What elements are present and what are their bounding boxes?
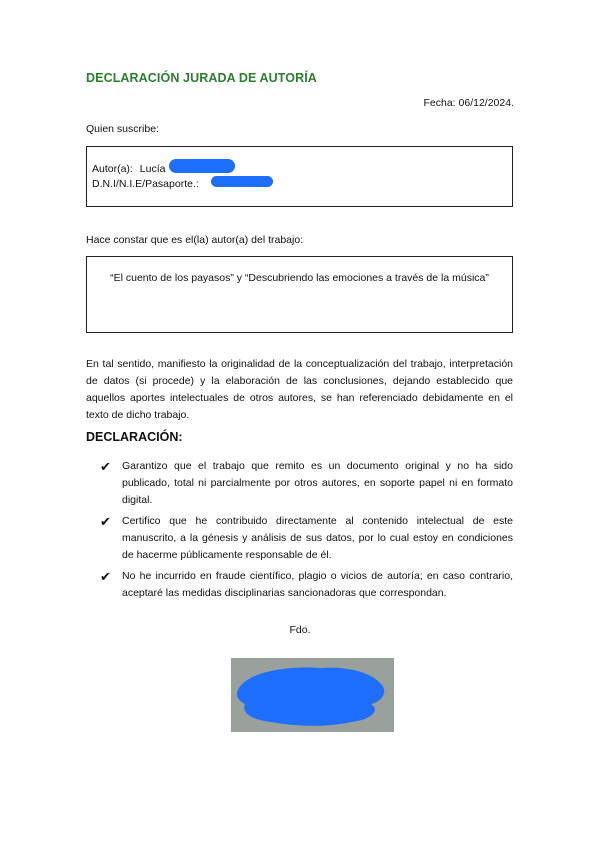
signature-image xyxy=(231,658,394,732)
declaration-text: No he incurrido en fraude científico, plagio o vicios de autoría; en caso contrario, aceptaré las medidas disciplinarias sancionadoras que correspondan. xyxy=(122,570,513,599)
declaration-text: Garantizo que el trabajo que remito es un documento original y no ha sido publicado, total ni parcialmente por otros autores, en soporte papel ni en formato digital. xyxy=(122,460,513,506)
redaction-name xyxy=(169,159,235,173)
declaration-text: Certifico que he contribuido directamente al contenido intelectual de este manuscrito, a la génesis y análisis de sus datos, por lo cual estoy en condiciones de hacerme públicamente responsable de él. xyxy=(122,515,513,561)
author-label: Autor(a): xyxy=(92,163,133,175)
author-line xyxy=(92,163,165,175)
signature-label: Fdo. xyxy=(289,624,311,636)
declaration-heading: DECLARACIÓN: xyxy=(86,430,183,444)
redaction-id xyxy=(211,176,273,187)
declaration-item xyxy=(100,568,513,602)
declaration-list xyxy=(100,458,513,606)
statement-label: Hace constar que es el(la) autor(a) del trabajo: xyxy=(86,234,304,246)
work-title-box xyxy=(86,256,513,333)
id-line xyxy=(92,178,199,190)
author-name: Lucía xyxy=(139,163,166,175)
signature-redaction-icon xyxy=(231,658,394,732)
declaration-item xyxy=(100,458,513,509)
document-title: DECLARACIÓN JURADA DE AUTORÍA xyxy=(86,71,317,85)
id-label: D.N.I/N.I.E/Pasaporte.: xyxy=(92,178,199,190)
originality-paragraph: En tal sentido, manifiesto la originalidad de la conceptualización del trabajo, interpretación de datos (si procede) y la elaboración de las conclusiones, dejando establecido que aquellos aportes intelectuales de otros autores, se han referenciado debidamente en el texto de dicho trabajo. xyxy=(86,358,513,421)
work-title: “El cuento de los payasos” y “Descubriendo las emociones a través de la música” xyxy=(110,272,489,284)
declaration-item xyxy=(100,513,513,564)
checkmark-icon: ✔ xyxy=(100,459,111,474)
checkmark-icon: ✔ xyxy=(100,569,111,584)
author-box xyxy=(86,146,513,207)
subscriber-label: Quien suscribe: xyxy=(86,123,159,135)
document-date: Fecha: 06/12/2024. xyxy=(423,97,514,109)
checkmark-icon: ✔ xyxy=(100,514,111,529)
